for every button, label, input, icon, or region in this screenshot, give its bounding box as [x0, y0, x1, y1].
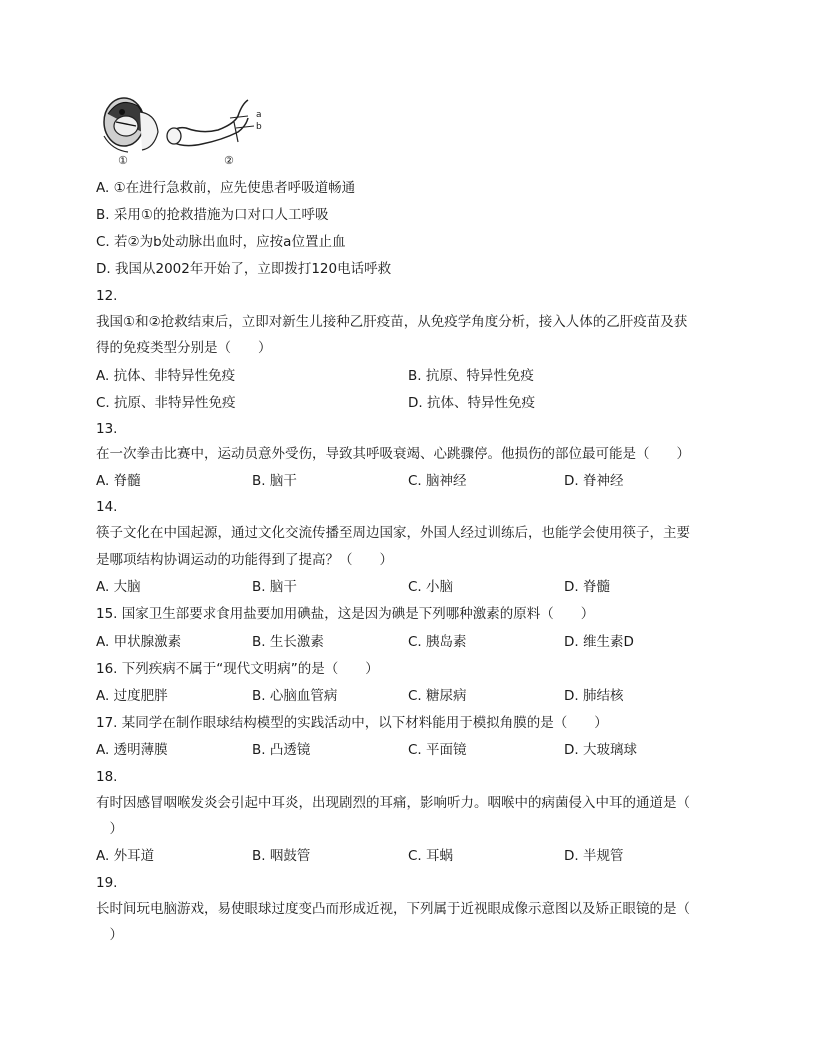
q18-stem-line2: ） [96, 821, 123, 837]
figure-label-b: b [256, 122, 262, 132]
q12-number: 12. [96, 288, 118, 304]
q18-stem-line1: 有时因感冒咽喉发炎会引起中耳炎，出现剧烈的耳痛，影响听力。咽喉中的病菌侵入中耳的通道是（ [96, 795, 690, 811]
q15-option-c: C. 胰岛素 [408, 634, 467, 650]
q18-number: 18. [96, 769, 118, 785]
q19-number: 19. [96, 875, 118, 891]
q12-option-c: C. 抗原、非特异性免疫 [96, 395, 236, 411]
figure-label-a: a [256, 110, 262, 120]
rescue-breathing-drawing [104, 98, 158, 152]
q17-option-d: D. 大玻璃球 [564, 742, 637, 758]
q14-option-a: A. 大脑 [96, 579, 141, 595]
q17-option-c: C. 平面镜 [408, 742, 467, 758]
first-aid-figure [98, 92, 278, 170]
q14-option-d: D. 脊髓 [564, 579, 610, 595]
q12-stem-line1: 我国①和②抢救结束后，立即对新生儿接种乙肝疫苗，从免疫学角度分析，接入人体的乙肝疫苗及获 [96, 314, 688, 330]
q14-option-c: C. 小脑 [408, 579, 454, 595]
q18-option-a: A. 外耳道 [96, 848, 155, 864]
q18-option-c: C. 耳蜗 [408, 848, 454, 864]
q11-option-a: A. ①在进行急救前，应先使患者呼吸道畅通 [96, 180, 356, 196]
q19-stem-line2: ） [96, 927, 123, 943]
q13-stem: 在一次拳击比赛中，运动员意外受伤，导致其呼吸衰竭、心跳骤停。他损伤的部位最可能是（ ） [96, 446, 690, 462]
q14-number: 14. [96, 499, 118, 515]
q11-option-b: B. 采用①的抢救措施为口对口人工呼吸 [96, 207, 329, 223]
q14-stem-line1: 筷子文化在中国起源，通过文化交流传播至周边国家，外国人经过训练后，也能学会使用筷子，主要 [96, 525, 690, 541]
arm-bleeding-drawing [167, 100, 254, 146]
q16-option-c: C. 糖尿病 [408, 688, 467, 704]
q16-option-b: B. 心脑血管病 [252, 688, 338, 704]
q18-option-d: D. 半规管 [564, 848, 624, 864]
q16-stem: 16. 下列疾病不属于“现代文明病”的是（ ） [96, 661, 379, 677]
q13-option-b: B. 脑干 [252, 473, 297, 489]
q12-option-d: D. 抗体、特异性免疫 [408, 395, 535, 411]
q17-option-a: A. 透明薄膜 [96, 742, 168, 758]
q15-option-a: A. 甲状腺激素 [96, 634, 182, 650]
q14-stem-line2: 是哪项结构协调运动的功能得到了提高？（ ） [96, 552, 393, 568]
figure-label-1: ① [118, 154, 128, 167]
q13-number: 13. [96, 421, 118, 437]
figure-label-2: ② [224, 154, 234, 167]
q17-option-b: B. 凸透镜 [252, 742, 311, 758]
q14-option-b: B. 脑干 [252, 579, 297, 595]
q13-option-d: D. 脊神经 [564, 473, 624, 489]
q18-option-b: B. 咽鼓管 [252, 848, 311, 864]
q12-option-a: A. 抗体、非特异性免疫 [96, 368, 236, 384]
q15-option-d: D. 维生素D [564, 634, 634, 650]
q19-stem-line1: 长时间玩电脑游戏，易使眼球过度变凸而形成近视，下列属于近视眼成像示意图以及矫正眼镜的是（ [96, 901, 690, 917]
q11-option-c: C. 若②为b处动脉出血时，应按a位置止血 [96, 234, 346, 250]
q16-option-d: D. 肺结核 [564, 688, 624, 704]
q15-stem: 15. 国家卫生部要求食用盐要加用碘盐，这是因为碘是下列哪种激素的原料（ ） [96, 606, 595, 622]
q16-option-a: A. 过度肥胖 [96, 688, 168, 704]
q12-option-b: B. 抗原、特异性免疫 [408, 368, 534, 384]
q11-option-d: D. 我国从2002年开始了，立即拨打120电话呼救 [96, 261, 392, 277]
q13-option-a: A. 脊髓 [96, 473, 141, 489]
q15-option-b: B. 生长激素 [252, 634, 324, 650]
q13-option-c: C. 脑神经 [408, 473, 467, 489]
q17-stem: 17. 某同学在制作眼球结构模型的实践活动中，以下材料能用于模拟角膜的是（ ） [96, 715, 608, 731]
q12-stem-line2: 得的免疫类型分别是（ ） [96, 340, 272, 356]
